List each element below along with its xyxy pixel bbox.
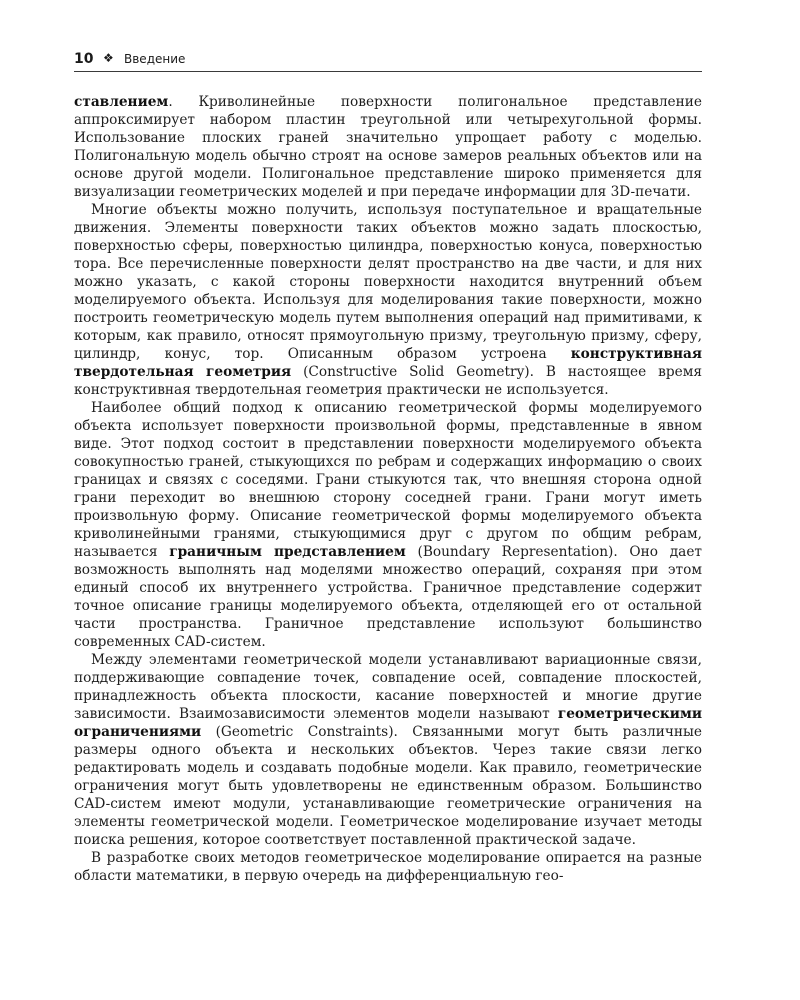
section-title: Введение [124, 52, 186, 66]
paragraph-text: Многие объекты можно получить, используя поступательное и вращательные движения. Элементы поверхности таких объектов можно задать плоскостью, поверхностью сферы, поверхностью цилиндра, поверхностью конуса, поверхностью тора. Все перечисленные поверхности делят пространство на две части, и для них можно указать, с какой стороны поверхности находится внутренний объем моделируемого объекта. Используя для моделирования такие поверхности, можно построить геометрическую модель путем выполнения операций над примитивами, к которым, как правило, относят прямоугольную призму, треугольную призму, сферу, цилиндр, конус, тор. Описанным образом устроена [74, 202, 702, 362]
bold-term: геометрическими ограничениями [74, 706, 702, 740]
bold-term: конструктивная твердотельная геометрия [74, 346, 702, 380]
paragraph [74, 651, 702, 849]
page-number: 10 [74, 51, 94, 67]
bold-term: граничным представлением [169, 544, 406, 560]
paragraph-text: (Boundary Representation). Оно дает возможность выполнять над моделями множество операций, сохраняя при этом единый способ их внутреннего устройства. Граничное представление содержит точное описание границы моделируемого объекта, отделяющей его от остальной части пространства. Граничное представление используют большинство современных CAD-систем. [74, 544, 702, 650]
paragraph-text: Наиболее общий подход к описанию геометрической формы моделируемого объекта использует поверхности произвольной формы, представленные в явном виде. Этот подход состоит в представлении поверхности моделируемого объекта совокупностью граней, стыкующихся по ребрам и содержащих информацию о своих границах и связях с соседями. Грани стыкуются так, что внешняя сторона одной грани переходит во внешнюю сторону соседней грани. Грани могут иметь произвольную форму. Описание геометрической формы моделируемого объекта криволинейными гранями, стыкующимися друг с другом по общим ребрам, называется [74, 400, 702, 560]
paragraph-text: Между элементами геометрической модели устанавливают вариационные связи, поддерживающие совпадение точек, совпадение осей, совпадение плоскостей, принадлежность объекта плоскости, касание поверхностей и многие другие зависимости. Взаимозависимости элементов модели называют [74, 652, 702, 722]
running-header [74, 48, 702, 70]
paragraph [74, 201, 702, 399]
paragraph-text: . Криволинейные поверхности полигональное представление аппроксимирует набором пластин треугольной или четырехугольной формы. Использование плоских граней значительно упрощает работу с моделью. Полигональную модель обычно строят на основе замеров реальных объектов или на основе другой модели. Полигональное представление широко применяется для визуализации геометрических моделей и при передаче информации для 3D-печати. [74, 94, 702, 200]
paragraph-text: (Constructive Solid Geometry). В настоящее время конструктивная твердотельная геометрия практически не используется. [74, 364, 703, 398]
body-text [74, 93, 702, 885]
header-rule [74, 71, 702, 72]
paragraph [74, 93, 702, 201]
ornament-icon: ❖ [103, 51, 114, 65]
paragraph-text: В разработке своих методов геометрическое моделирование опирается на разные области математики, в первую очередь на дифференциальную гео- [74, 850, 702, 884]
bold-term: ставлением [74, 94, 169, 110]
paragraph [74, 399, 702, 651]
paragraph-text: (Geometric Constraints). Связанными могут быть различные размеры одного объекта и нескольких объектов. Через такие связи легко редактировать модель и создавать подобные модели. Как правило, геометрические ограничения могут быть удовлетворены не единственным образом. Большинство CAD-систем имеют модули, устанавливающие геометрические ограничения на элементы геометрической модели. Геометрическое моделирование изучает методы поиска решения, которое соответствует поставленной практической задаче. [74, 724, 702, 848]
paragraph [74, 849, 702, 885]
